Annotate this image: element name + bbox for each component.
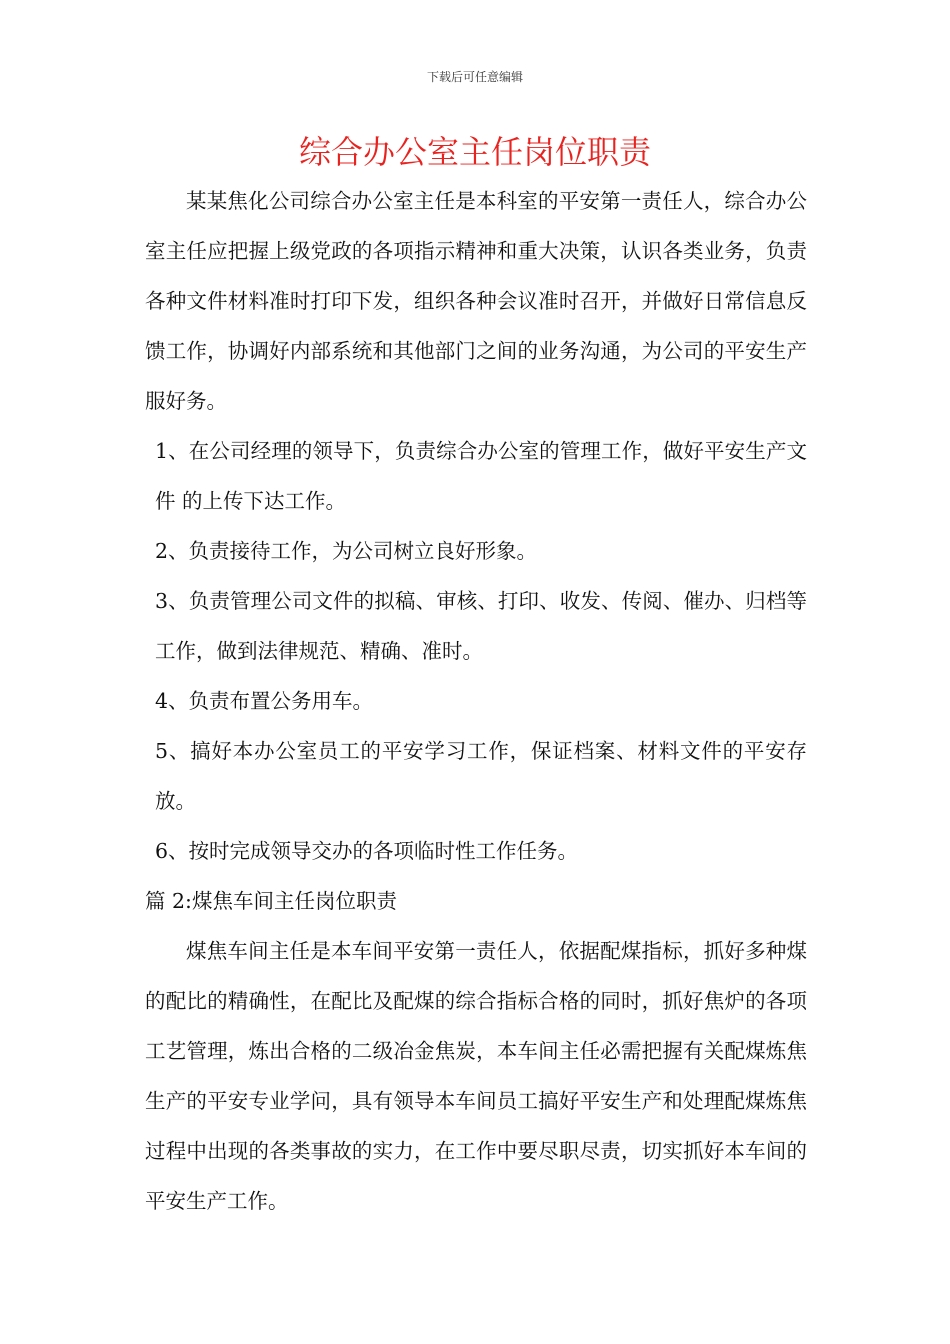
duty-item-2: 2、负责接待工作，为公司树立良好形象。 — [155, 539, 538, 563]
duty-item-5: 5、搞好本办公室员工的平安学习工作，保证档案、材料文件的平安存放。 — [155, 739, 807, 813]
duty-item-3: 3、负责管理公司文件的拟稿、审核、打印、收发、传阅、催办、归档等工作，做到法律规范、精确、准时。 — [155, 589, 807, 663]
intro-paragraph: 某某焦化公司综合办公室主任是本科室的平安第一责任人，综合办公室主任应把握上级党政的各项指示精神和重大决策，认识各类业务，负责各种文件材料准时打印下发，组织各种会议准时召开，并做好日常信息反馈工作，协调好内部系统和其他部门之间的业务沟通，为公司的平安生产服好务。 — [145, 189, 807, 413]
section-2-paragraph: 煤焦车间主任是本车间平安第一责任人，依据配煤指标，抓好多种煤的配比的精确性，在配比及配煤的综合指标合格的同时，抓好焦炉的各项工艺管理，炼出合格的二级冶金焦炭，本车间主任必需把握有关配煤炼焦生产的平安专业学问，具有领导本车间员工搞好平安生产和处理配煤炼焦过程中出现的各类事故的实力，在工作中要尽职尽责，切实抓好本车间的平安生产工作。 — [145, 939, 807, 1213]
header-note: 下载后可任意编辑 — [426, 70, 523, 84]
page-title: 综合办公室主任岗位职责 — [298, 133, 651, 171]
duty-item-4: 4、负责布置公务用车。 — [155, 689, 374, 713]
duty-item-6: 6、按时完成领导交办的各项临时性工作任务。 — [155, 839, 579, 863]
document-body — [145, 176, 807, 1226]
duty-item-1: 1、在公司经理的领导下，负责综合办公室的管理工作，做好平安生产文件 的上传下达工作。 — [155, 439, 807, 513]
section-2-title: 篇 2:煤焦车间主任岗位职责 — [145, 889, 397, 913]
